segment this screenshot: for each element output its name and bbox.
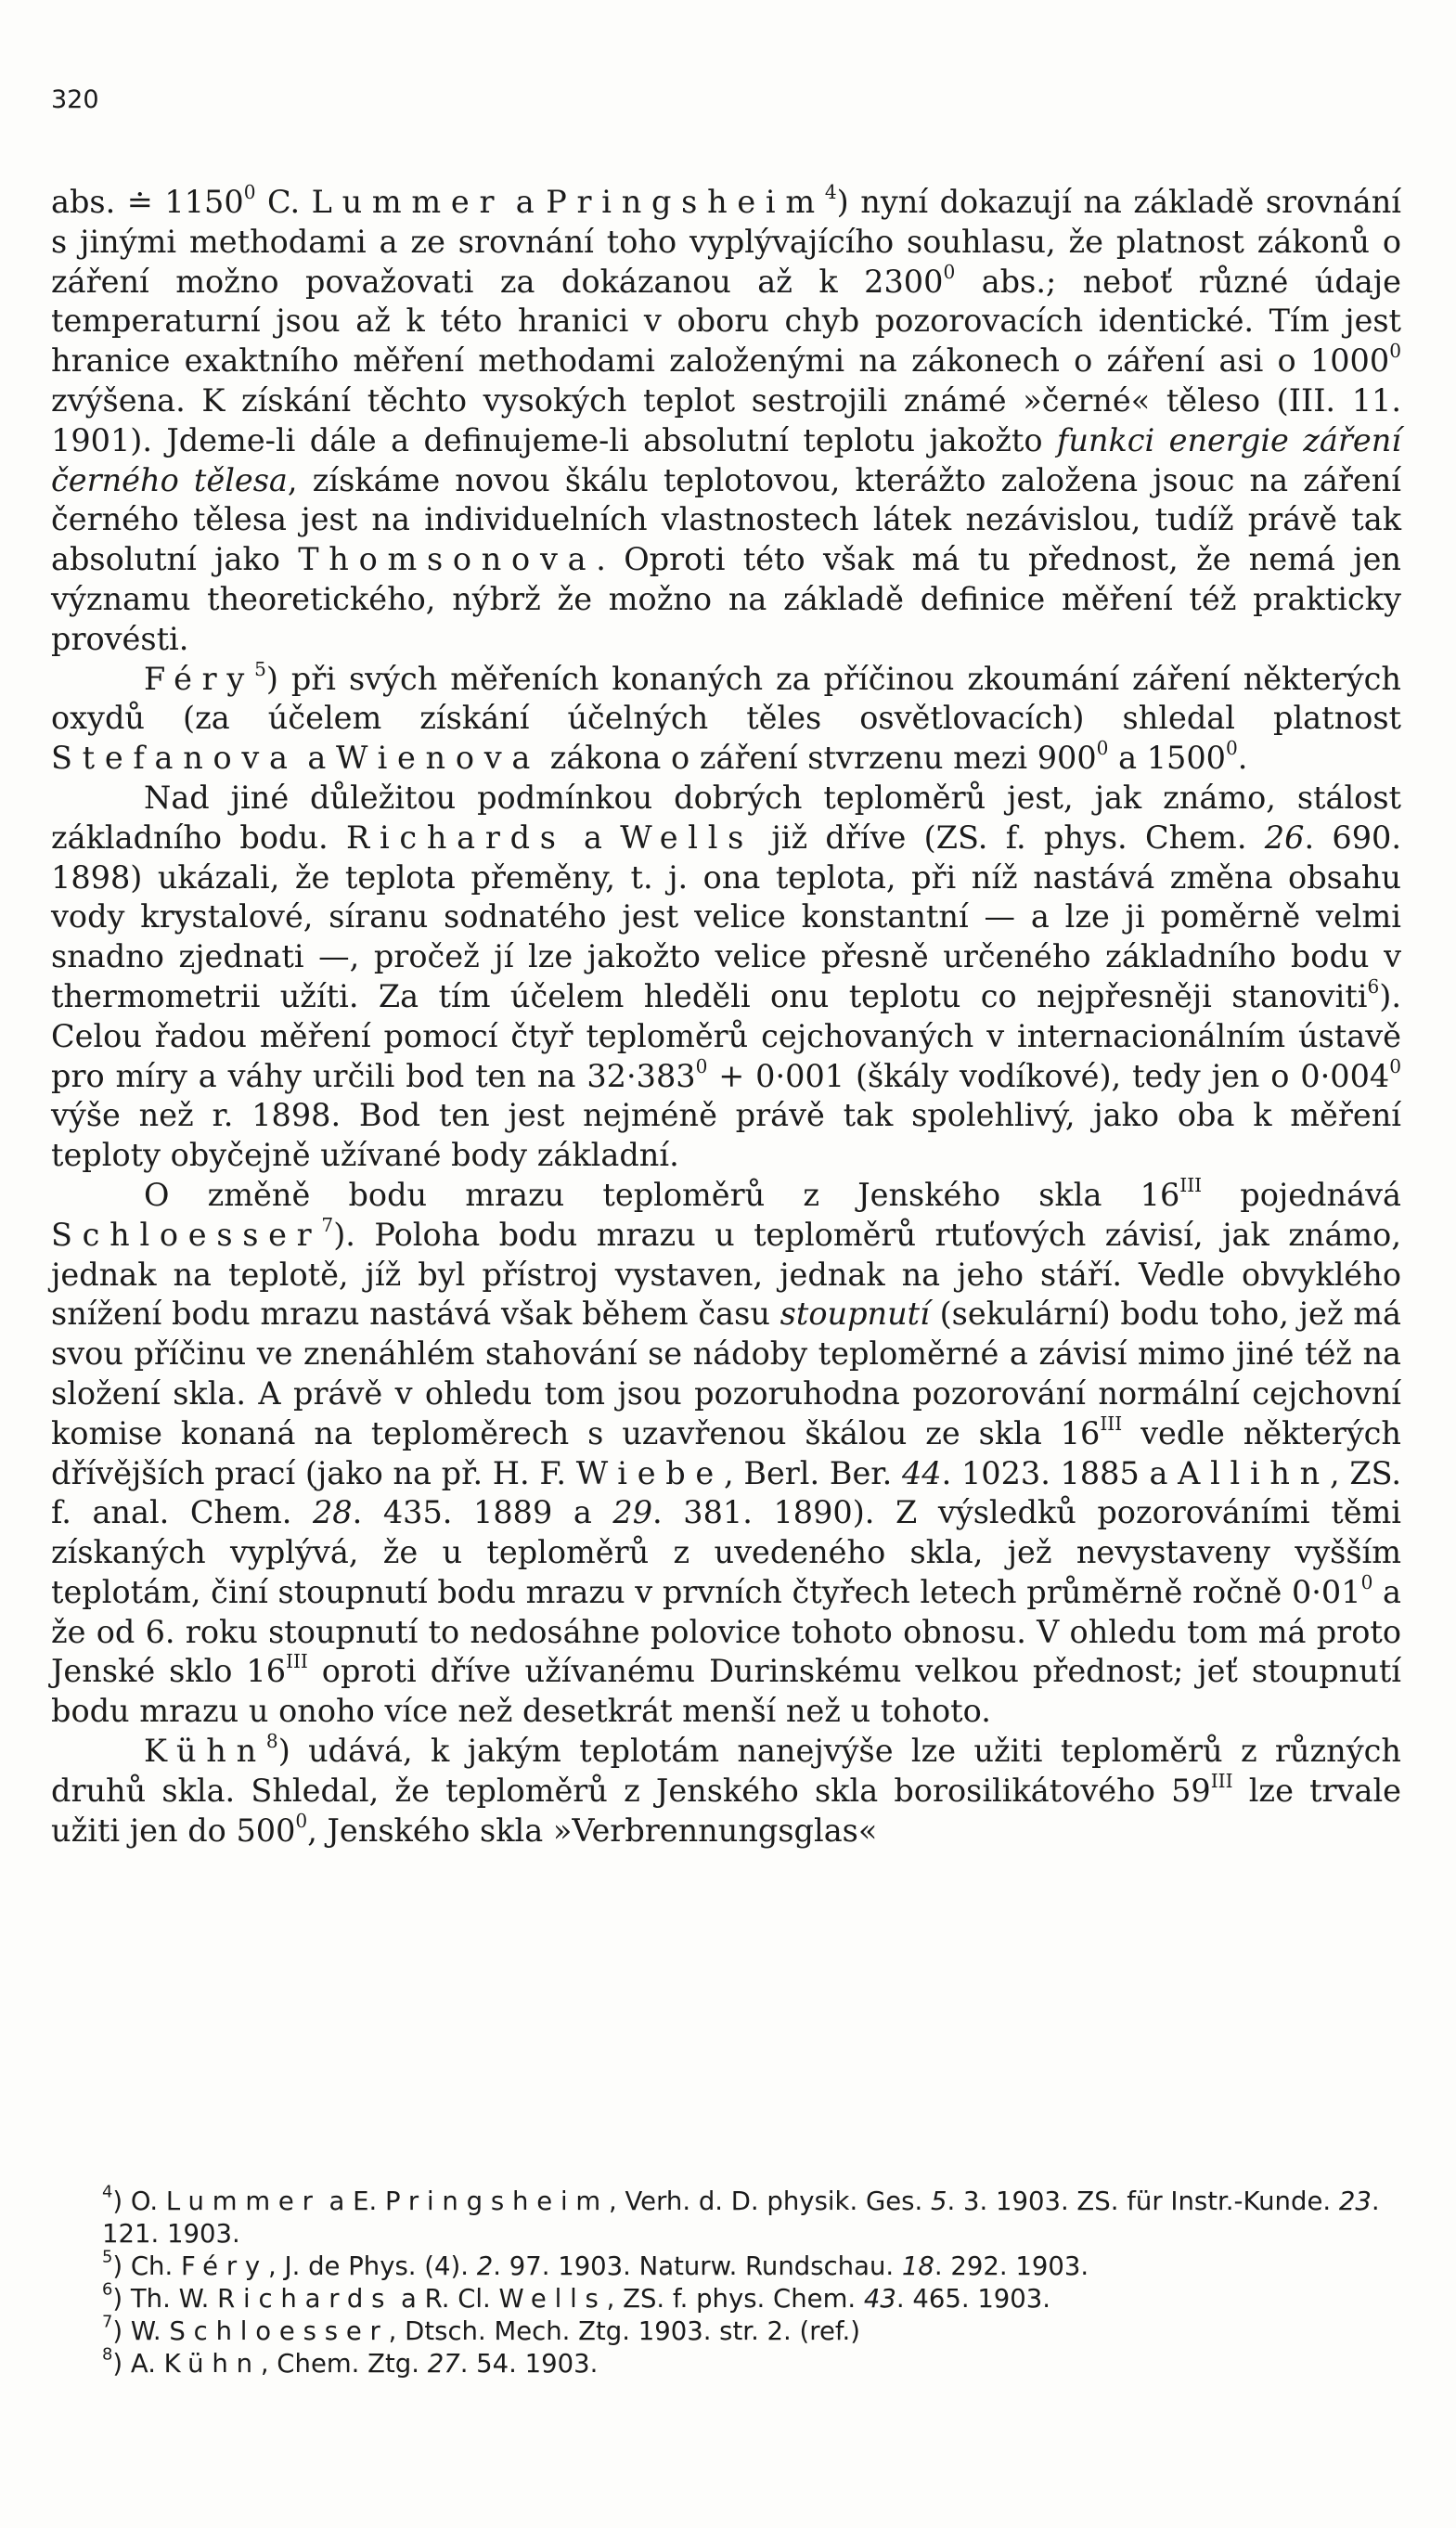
superscript: 5 bbox=[254, 657, 266, 680]
text-run: . 54. 1903. bbox=[459, 2349, 599, 2379]
superscript: 4 bbox=[824, 180, 837, 203]
superscript: 0 bbox=[695, 1054, 708, 1077]
text-run: (sekulární) bodu toho, jež má svou příčinu ve znenáhlém stahování se nádoby teploměrné a závisí mimo jiné též na složení skla. A právě v ohledu tom jsou pozoruhodna pozorování normální cejchovní komise konaná na teploměrech s uzavřenou škálou ze skla 16 bbox=[51, 1296, 1401, 1451]
italic-text: funkci energie záření černého tělesa bbox=[51, 421, 1401, 498]
text-run: , Dtsch. Mech. Ztg. 1903. str. 2. (ref.) bbox=[388, 2316, 861, 2346]
text-run: . 381. 1890). Z výsledků pozorováními těmi získaných vyplývá, že u teploměrů z uvedeného skla, jež nevystaveny vyšším teplotám, činí stoupnutí bodu mrazu v prvních čtyřech letech průměrně ročně 0·01 bbox=[51, 1494, 1401, 1610]
page-number: 320 bbox=[51, 85, 99, 114]
spaced-name: Lummer bbox=[311, 184, 505, 220]
text-run: . bbox=[1237, 740, 1248, 777]
superscript: 0 bbox=[1389, 1054, 1401, 1077]
footnote-number: 5 bbox=[102, 2247, 113, 2267]
text-run: ). Poloha bodu mrazu u teploměrů rtuťových závisí, jak známo, jednak na teplotě, jíž byl přístroj vystaven, jednak na jeho stáří. Vedle obvyklého snížení bodu mrazu nastává však během času bbox=[51, 1216, 1401, 1333]
text-run: a R. Cl. bbox=[393, 2284, 499, 2314]
italic-text: 26 bbox=[1264, 819, 1305, 856]
text-run: O. bbox=[130, 2186, 166, 2216]
superscript: III bbox=[1210, 1769, 1233, 1792]
superscript: III bbox=[1179, 1173, 1203, 1196]
italic-text: 29 bbox=[612, 1494, 653, 1531]
text-run: . Oproti této však má tu přednost, že nemá jen významu theoretického, nýbrž že možno na základě definice měření též prakticky provésti. bbox=[51, 541, 1401, 657]
italic-text: 5 bbox=[931, 2186, 947, 2216]
text-run: výše než r. 1898. Bod ten jest nejméně právě tak spolehlivý, jako oba k měření teploty obyčejně užívané body základní. bbox=[51, 1097, 1401, 1174]
footnote-mark: $^4$) bbox=[102, 2182, 131, 2216]
footnote-mark: $^7$) bbox=[102, 2312, 131, 2346]
text-run: lze trvale užiti jen do 500 bbox=[51, 1772, 1401, 1849]
superscript: 0 bbox=[243, 180, 256, 203]
italic-text: 44 bbox=[901, 1454, 942, 1491]
spaced-name: Wiebe bbox=[575, 1454, 724, 1491]
text-run: , Chem. Ztg. bbox=[260, 2349, 428, 2379]
italic-text: 2 bbox=[476, 2251, 494, 2281]
superscript: 0 bbox=[295, 1809, 308, 1832]
text-run: již dříve (ZS. f. phys. Chem. bbox=[754, 819, 1265, 856]
superscript: 8 bbox=[265, 1730, 278, 1753]
text-run: . 3. 1903. ZS. für Instr.-Kunde. bbox=[947, 2186, 1339, 2216]
paragraph bbox=[51, 779, 1401, 1176]
text-run: . 435. 1889 a bbox=[352, 1494, 613, 1531]
italic-text: 43 bbox=[863, 2284, 896, 2314]
text-run: . 690. 1898) ukázali, že teplota přeměny, t. j. ona teplota, při níž nastává změna obsahu vody krystalové, síranu sodnatého jest velice konstantní — a lze ji poměrně velmi snadno zjednati —, pročež jí lze jakožto velice přesně určeného základního bodu v thermometrii užíti. Za tím účelem hleděli onu teplotu co nejpřesněji stanoviti bbox=[51, 819, 1401, 1014]
text-run: vedle některých dřívějších prací (jako na př. H. F. bbox=[51, 1414, 1401, 1491]
text-run: Th. W. bbox=[130, 2284, 218, 2314]
footnote-mark: $^6$) bbox=[102, 2279, 131, 2314]
text-run: . 121. 1903. bbox=[102, 2186, 1380, 2249]
footnote-number: 6 bbox=[102, 2279, 113, 2300]
text-run: ) nyní dokazují na základě srovnání s jinými methodami a ze srovnání toho vyplývajícího souhlasu, že platnost zákonů o záření možno považovati za dokázanou až k 2300 bbox=[51, 184, 1401, 300]
spaced-name: Pringsheim bbox=[546, 184, 825, 220]
spaced-name: Féry bbox=[180, 2251, 268, 2281]
spaced-name: Allihn bbox=[1178, 1454, 1330, 1491]
text-run: , získáme novou škálu teplotovou, kterážto založena jsouc na záření černého tělesa jest na individuelních vlastnostech látek nezávislou, tudíž právě tak absolutní jako bbox=[51, 461, 1401, 578]
text-run: Nad jiné důležitou podmínkou dobrých teploměrů jest, jak známo, stálost základního bodu. bbox=[51, 779, 1401, 856]
italic-text: 23 bbox=[1338, 2186, 1372, 2216]
spaced-name: Wells bbox=[498, 2284, 607, 2314]
footnote bbox=[51, 2279, 1401, 2315]
text-run: W. bbox=[130, 2316, 170, 2346]
text-run: C. bbox=[255, 184, 312, 220]
footnote bbox=[51, 2312, 1401, 2348]
footnote-mark: $^8$) bbox=[102, 2344, 131, 2379]
italic-text: 27 bbox=[427, 2349, 460, 2379]
paragraph bbox=[51, 180, 1401, 660]
spaced-name: Stefanova bbox=[51, 740, 298, 777]
superscript: 0 bbox=[1360, 1570, 1373, 1593]
text-run: , Verh. d. D. physik. Ges. bbox=[609, 2186, 931, 2216]
italic-text: 18 bbox=[901, 2251, 934, 2281]
italic-text: 28 bbox=[312, 1494, 353, 1531]
text-run: , ZS. f. anal. Chem. bbox=[51, 1454, 1402, 1531]
footnote-number: 4 bbox=[102, 2182, 113, 2202]
text-run: . 292. 1903. bbox=[934, 2251, 1089, 2281]
text-run: pojednává bbox=[1202, 1176, 1402, 1213]
text-run: , ZS. f. phys. Chem. bbox=[606, 2284, 864, 2314]
italic-text: stoupnutí bbox=[780, 1296, 930, 1333]
superscript: 0 bbox=[1096, 737, 1109, 760]
paragraph bbox=[51, 657, 1401, 779]
superscript: 7 bbox=[321, 1213, 334, 1236]
text-run: a E. bbox=[320, 2186, 385, 2216]
superscript: 0 bbox=[1389, 340, 1401, 363]
text-run: zvýšena. K získání těchto vysokých teplot sestrojili známé »černé« těleso (III. 11. 1901). Jdeme-li dále a definujeme-li absolutní teplotu jakožto bbox=[51, 381, 1401, 458]
text-run: zákona o záření stvrzenu mezi 900 bbox=[540, 740, 1097, 777]
spaced-name: Féry bbox=[144, 660, 255, 697]
footnote-number: 7 bbox=[102, 2312, 113, 2332]
superscript: 6 bbox=[1367, 974, 1380, 998]
spaced-name: Richards bbox=[217, 2284, 393, 2314]
text-run: . 1023. 1885 a bbox=[941, 1454, 1179, 1491]
spaced-name: Richards bbox=[346, 819, 566, 856]
footnote-mark: $^5$) bbox=[102, 2247, 131, 2281]
text-run: a 1500 bbox=[1108, 740, 1226, 777]
text-run: + 0·001 (škály vodíkové), tedy jen o 0·004 bbox=[707, 1057, 1390, 1094]
text-run: a že od 6. roku stoupnutí to nedosáhne polovice tohoto obnosu. V ohledu tom má proto Jenské sklo 16 bbox=[51, 1573, 1401, 1690]
footnote bbox=[51, 2182, 1401, 2251]
text-run: abs.; neboť různé údaje temperaturní jsou až k této hranici v oboru chyb pozorovacích identické. Tím jest hranice exaktního měření methodami založenými na zákonech o záření asi o 1000 bbox=[51, 263, 1401, 380]
paragraph bbox=[51, 1732, 1401, 1851]
paragraph bbox=[51, 1173, 1402, 1732]
text-run: , J. de Phys. (4). bbox=[268, 2251, 477, 2281]
superscript: III bbox=[286, 1650, 308, 1673]
superscript: 0 bbox=[943, 260, 956, 283]
footnote-number: 8 bbox=[102, 2344, 113, 2365]
text-run: abs. ≐ 1150 bbox=[51, 184, 244, 220]
text-run: A. bbox=[130, 2349, 164, 2379]
text-run: ) udává, k jakým teplotám nanejvýše lze užiti teploměrů z různých druhů skla. Shledal, že teploměrů z Jenského skla borosilikátového 59 bbox=[51, 1733, 1401, 1809]
text-run: , Jenského skla »Verbrennungsglas« bbox=[307, 1812, 878, 1849]
superscript: 0 bbox=[1226, 737, 1238, 760]
spaced-name: Schloesser bbox=[169, 2316, 389, 2346]
text-run: ). Celou řadou měření pomocí čtyř teploměrů cejchovaných v internacionálním ústavě pro míry a váhy určili bod ten na 32·383 bbox=[51, 977, 1401, 1094]
text-run: oproti dříve užívanému Durinskému velkou přednost; jeť stoupnutí bodu mrazu u onoho více než desetkrát menší než u tohoto. bbox=[51, 1653, 1401, 1730]
text-run: a bbox=[565, 819, 621, 856]
footnote bbox=[51, 2247, 1401, 2283]
spaced-name: Pringsheim bbox=[384, 2186, 609, 2216]
superscript: III bbox=[1100, 1412, 1123, 1435]
text-run: a bbox=[297, 740, 337, 777]
spaced-name: Wienova bbox=[336, 740, 541, 777]
text-run: . 465. 1903. bbox=[896, 2284, 1051, 2314]
text-run: Ch. bbox=[130, 2251, 181, 2281]
text-run: . 97. 1903. Naturw. Rundschau. bbox=[493, 2251, 902, 2281]
text-run: O změně bodu mrazu teploměrů z Jenského skla 16 bbox=[144, 1176, 1180, 1213]
footnote bbox=[51, 2344, 1401, 2380]
text-run: , Berl. Ber. bbox=[723, 1454, 902, 1491]
spaced-name: Lummer bbox=[165, 2186, 321, 2216]
spaced-name: Kühn bbox=[144, 1733, 266, 1770]
text-run: ) při svých měřeních konaných za příčinou zkoumání záření některých oxydů (za účelem získání účelných těles osvětlovacích) shledal platnost bbox=[51, 660, 1401, 737]
spaced-name: Wells bbox=[620, 819, 754, 856]
spaced-name: Schloesser bbox=[51, 1216, 322, 1253]
spaced-name: Thomsonova bbox=[298, 541, 597, 578]
footnotes bbox=[51, 2182, 1401, 2380]
text-run: a bbox=[504, 184, 547, 220]
body-text bbox=[51, 180, 1402, 1851]
spaced-name: Kühn bbox=[163, 2349, 261, 2379]
